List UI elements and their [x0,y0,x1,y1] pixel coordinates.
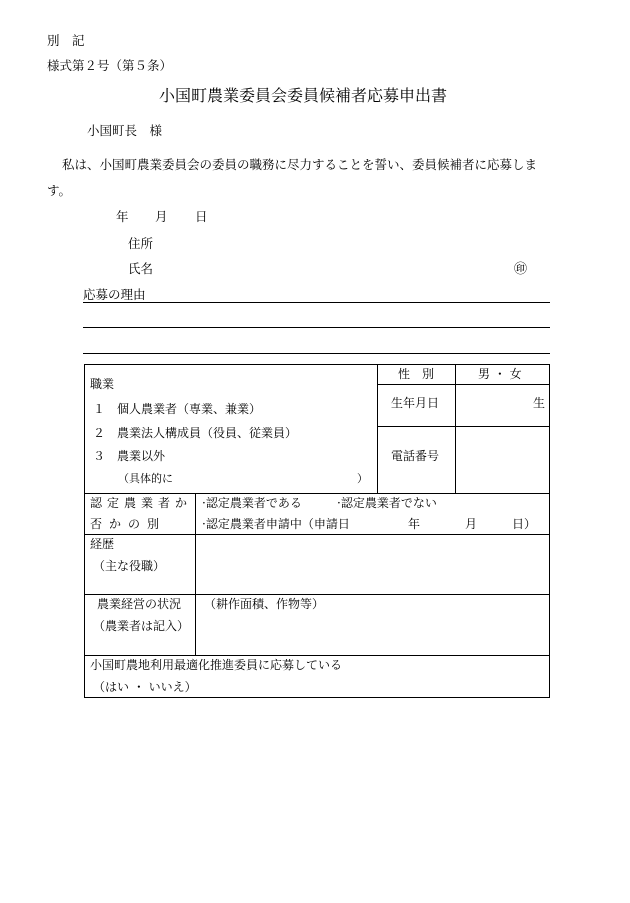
table-row-occupation-bottom [84,493,550,494]
career-sub-label: （主な役職） [93,559,166,573]
name-label: 氏名 [128,261,154,276]
table-row-certified-bottom [84,534,550,535]
occupation-specific-close: ） [357,472,368,485]
occupation-option-2[interactable]: ２ 農業法人構成員（役員、従業員） [93,426,298,440]
occupation-label: 職業 [90,377,115,391]
certified-no-option[interactable]: ·認定農業者でない [337,496,437,510]
appendix-label: 別 記 [47,33,85,48]
table-row-gender-bottom [377,384,549,385]
seal-mark: ㊞ [514,262,528,277]
address-label: 住所 [128,236,154,251]
table-border-left [84,364,85,697]
date-year-label: 年 [116,209,129,224]
birthdate-label: 生年月日 [391,396,440,410]
table-row-career-bottom [84,594,550,595]
form-number: 様式第２号（第５条） [47,58,173,73]
page-title: 小国町農業委員会委員候補者応募申出書 [159,86,448,105]
declaration-line-1: 私は、小国町農業委員会の委員の職務に尽力することを誓い、委員候補者に応募しま [62,157,538,172]
certified-pending-option[interactable]: ·認定農業者申請中（申請日 [202,517,350,531]
pending-month-label: 月 [465,517,478,531]
gender-options[interactable]: 男 ・ 女 [478,367,522,381]
table-divider-label-column [195,493,196,655]
occupation-option-3[interactable]: ３ 農業以外 [93,449,166,463]
farm-status-hint: （耕作面積、作物等） [204,597,325,611]
occupation-option-1[interactable]: １ 個人農業者（専業、兼業） [93,402,262,416]
certified-yes-option[interactable]: ·認定農業者である [202,496,302,510]
certified-label-line-1 [90,496,193,510]
certified-label-line-2: 否かの別 [90,517,167,531]
reason-line-2[interactable] [83,327,550,328]
addressee: 小国町長 様 [87,123,163,138]
farm-status-label: 農業経営の状況 [97,597,182,611]
birthdate-suffix: 生 [533,396,546,410]
occupation-specific-label: （具体的に [118,472,173,485]
date-day-label: 日 [195,209,208,224]
reason-line-3[interactable] [83,353,550,354]
table-border-bottom [84,697,550,698]
phone-label: 電話番号 [391,449,440,463]
reason-line-1[interactable] [83,302,550,303]
table-border-right [549,364,550,697]
date-month-label: 月 [155,209,168,224]
reason-label: 応募の理由 [83,287,146,302]
pending-year-label: 年 [408,517,421,531]
career-label: 経歴 [90,537,115,551]
declaration-line-2: す。 [47,183,72,198]
promotion-answer-options[interactable]: （はい ・ いいえ） [93,680,197,694]
table-border-top [84,364,550,365]
pending-day-label: 日） [512,517,537,531]
promotion-question: 小国町農地利用最適化推進委員に応募している [90,658,343,672]
gender-label: 性 別 [398,367,435,381]
table-row-farm-bottom [84,655,550,656]
farm-status-sub-label: （農業者は記入） [93,619,190,633]
table-row-birthdate-bottom [377,426,549,427]
certified-label-line-1-text: 認定農業者か [90,496,193,510]
